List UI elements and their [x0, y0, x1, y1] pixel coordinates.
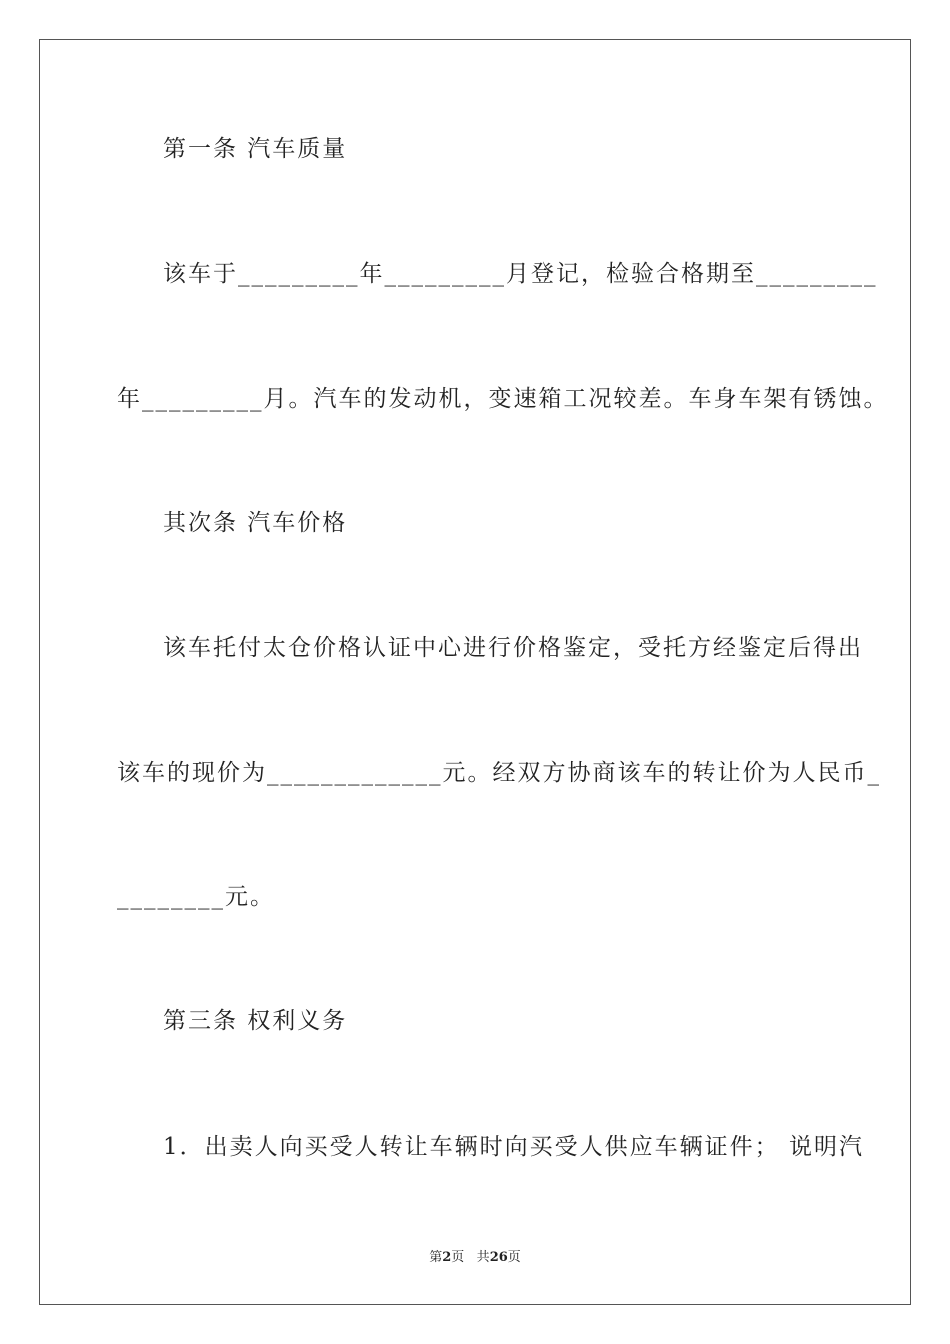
page-label-prefix: 第: [429, 1250, 443, 1265]
article-2-heading: 其次条 汽车价格: [163, 510, 348, 536]
paragraph-line: 该车于_________年_________月登记，检验合格期至_________: [163, 261, 878, 287]
total-prefix: 共: [476, 1250, 490, 1265]
paragraph-line: 年_________月。汽车的发动机，变速箱工况较差。车身车架有锈蚀。: [117, 386, 889, 412]
paragraph-line: ________元。: [117, 884, 275, 910]
total-suffix: 页: [507, 1250, 521, 1265]
page-frame: [39, 39, 911, 1305]
page-footer: [0, 1246, 950, 1265]
article-3-heading: 第三条 权利义务: [163, 1008, 348, 1034]
paragraph-line: 1．出卖人向买受人转让车辆时向买受人供应车辆证件； 说明汽: [163, 1134, 864, 1160]
total-pages: 26: [489, 1250, 508, 1265]
paragraph-line: 该车的现价为_____________元。经双方协商该车的转让价为人民币_: [117, 760, 881, 786]
paragraph-line: 该车托付太仓价格认证中心进行价格鉴定，受托方经鉴定后得出: [163, 635, 863, 661]
article-1-heading: 第一条 汽车质量: [163, 136, 348, 162]
page-label-suffix: 页: [451, 1250, 465, 1265]
page-number: 2: [442, 1250, 452, 1265]
